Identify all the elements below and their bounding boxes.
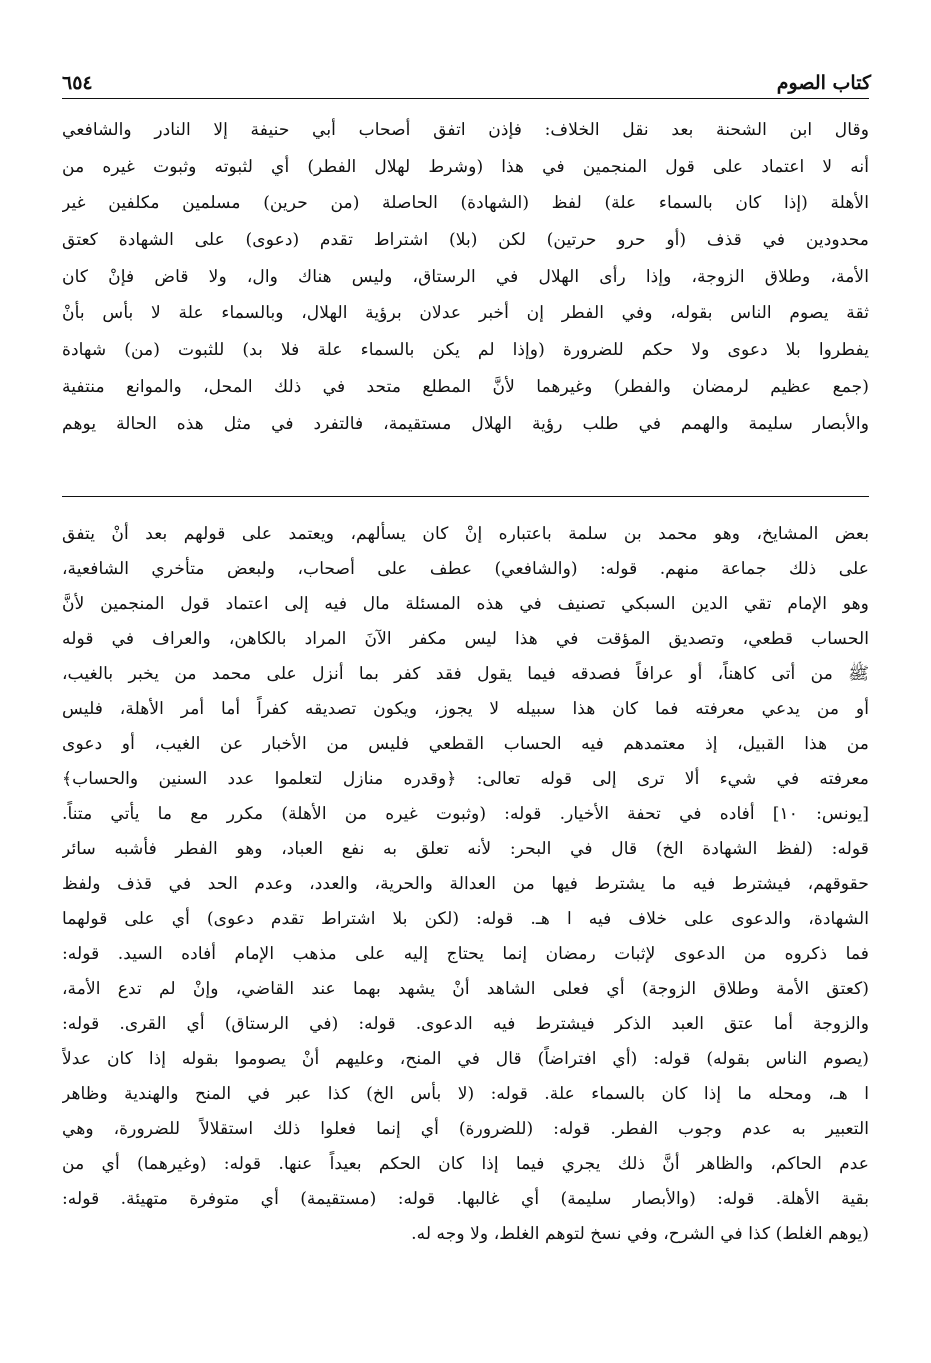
commentary-line: الشهادة، والدعوى على خلاف فيه ا هـ. قوله: (لكن بلا اشتراط تقدم دعوى) أي على قولهما <box>62 909 869 929</box>
main-text-line: (جمع عظيم لرمضان والفطر) وغيرهما لأنَّ المطلع متحد في ذلك المحل، والموانع منتفية <box>62 376 869 397</box>
commentary-line: والزوجة أما عتق العبد الذكر فيشترط فيه الدعوى. قوله: (في الرستاق) أي القرى. قوله: <box>62 1014 869 1034</box>
commentary-line: ا هـ، ومحله ما إذا كان بالسماء علة. قوله: (لا بأس الخ) كذا عبر في المنح والهندية وظاهر <box>62 1084 869 1104</box>
commentary-line: التعبير به عدم وجوب الفطر. قوله: (للضرورة) أي إنما فعلوا ذلك استقلالاً للضرورة، وهي <box>62 1119 869 1139</box>
main-text-line: الأهلة (إذا كان بالسماء علة) لفظ (الشهادة) الحاصلة (من حرين) مسلمين مكلفين غير <box>62 193 869 214</box>
commentary-line: ﷺ من أتى كاهناً، أو عرافاً فصدقه فيما يقول فقد كفر بما أنزل على محمد من يخبر بالغيب، <box>62 664 869 684</box>
commentary-line: حقوقهم، فيشترط فيه ما يشترط فيها من العدالة والحرية، والعدد، وعدم الحد في قذف ولفظ <box>62 874 869 894</box>
commentary-line: قوله: (لفظ الشهادة الخ) قال في البحر: لأنه تعلق به نفع العباد، وهو الفطر فأشبه سائر <box>62 839 869 859</box>
commentary-line: [يونس: ١٠] أفاده في تحفة الأخيار. قوله: (وثبوت غيره من الأهلة) مكرر مع ما يأتي متناً. <box>62 804 869 824</box>
main-text-line: الأمة، وطلاق الزوجة، وإذا رأى الهلال في الرستاق، وليس هناك وال، ولا قاض فإنْ كان <box>62 266 869 287</box>
page-header <box>62 50 871 94</box>
commentary-line: فما ذكروه من الدعوى لإثبات رمضان إنما يحتاج إليه على مذهب الإمام أفاده السيد. قوله: <box>62 944 869 964</box>
commentary-line: عدم الحاكم، والظاهر أنَّ ذلك يجري فيما إذا كان الحكم بعيداً عنها. قوله: (وغيرهما) أي من <box>62 1154 869 1174</box>
commentary-line: (يصوم الناس بقوله) قوله: (أي افتراضاً) قال في المنح، وعليهم أنْ يصوموا بقوله إذا كان عدلاً <box>62 1049 869 1069</box>
commentary-line: (يوهم الغلط) كذا في الشرح، وفي نسخ لتوهم الغلط، ولا وجه له. <box>411 1224 869 1244</box>
commentary-line: (كعتق الأمة وطلاق الزوجة) أي فعلى الشاهد أنْ يشهد بهما عند القاضي، وإنْ لم تدع الأمة، <box>62 979 869 999</box>
main-text-line: وقال ابن الشحنة بعد نقل الخلاف: فإذن اتفق أصحاب أبي حنيفة إلا النادر والشافعي <box>62 120 869 140</box>
main-text-line: محدودين في قذف (أو حرو حرتين) لكن (بلا) اشتراط تقدم (دعوى) على الشهادة كعتق <box>62 230 869 251</box>
main-text-line: ثقة يصوم الناس بقوله، وفي الفطر إن أخبر عدلان برؤية الهلال، وبالسماء علة لا بأس بأنْ <box>62 303 869 324</box>
commentary-line: الحساب قطعي، وتصديق المؤقت في هذا ليس مكفر الآنَ المراد بالكاهن، والعراف في قوله <box>62 629 869 649</box>
commentary-line: أو من يدعي معرفته فما كان هذا سبيله لا يجوز، ويكون تصديقه كفراً أما أمر الأهلة، فليس <box>62 699 869 719</box>
main-text-line: أنه لا اعتماد على قول المنجمين في هذا (وشرط لهلال الفطر) أي لثبوته وثبوت غيره من <box>62 156 869 177</box>
commentary-text <box>62 517 869 1252</box>
commentary-line: بعض المشايخ، وهو محمد بن سلمة باعتباره إنْ كان يسألهم، ويعتمد على قولهم بعد أنْ يتفق <box>62 524 869 544</box>
book-title: كتاب الصوم <box>776 72 871 94</box>
main-text-line: يفطروا بلا دعوى ولا حكم للضرورة (وإذا لم يكن بالسماء علة فلا بد) للثبوت (من) شهادة <box>62 340 869 361</box>
main-text <box>62 112 869 442</box>
header-divider <box>62 98 869 99</box>
page-number: ٦٥٤ <box>62 72 93 94</box>
commentary-line: من هذا القبيل، إذ معتمدهم فيه الحساب القطعي فليس من الأخبار عن الغيب، أو دعوى <box>62 734 869 754</box>
commentary-line: على ذلك جماعة منهم. قوله: (والشافعي) عطف على أصحاب، ولبعض متأخري الشافعية، <box>62 559 869 579</box>
commentary-divider <box>62 496 869 497</box>
main-text-line: والأبصار سليمة والهمم في طلب رؤية الهلال مستقيمة، فالتفرد في مثل هذه الحالة يوهم <box>62 413 869 434</box>
commentary-line: بقية الأهلة. قوله: (والأبصار سليمة) أي غالبها. قوله: (مستقيمة) أي متوفرة متهيئة. قوله: <box>62 1189 869 1209</box>
commentary-line: معرفته في شيء ألا ترى إلى قوله تعالى: ﴿وقدره منازل لتعلموا عدد السنين والحساب﴾ <box>62 769 869 789</box>
commentary-line: وهو الإمام تقي الدين السبكي تصنيف في هذه المسئلة مال فيه إلى اعتماد قول المنجمين لأنَّ <box>62 594 869 614</box>
